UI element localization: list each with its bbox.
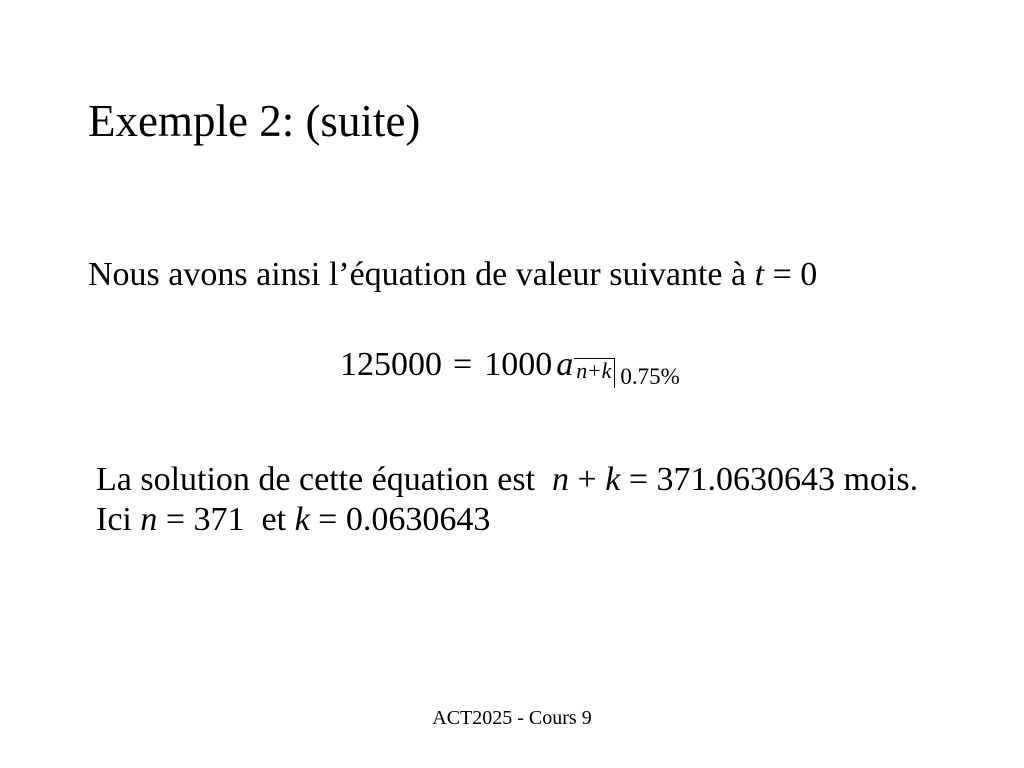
intro-rest: = 0	[764, 256, 818, 293]
subscript-n: n	[576, 358, 588, 383]
intro-variable-t: t	[754, 256, 765, 293]
subscript-plus: +	[588, 358, 601, 383]
annuity-subscript	[574, 358, 615, 388]
ici-k-value: = 0.0630643	[309, 501, 491, 538]
solution-text: La solution de cette équation est	[96, 461, 553, 498]
ici-text: Ici	[96, 501, 141, 538]
solution-variable-k: k	[605, 461, 621, 498]
slide-footer	[0, 708, 1024, 728]
ici-variable-n: n	[140, 501, 158, 538]
slide-title: Exemple 2: (suite)	[88, 96, 421, 146]
solution-line-1	[96, 463, 918, 497]
solution-line-2	[96, 503, 490, 537]
subscript-k: k	[601, 358, 612, 383]
footer-text: ACT2025 - Cours 9	[432, 707, 592, 729]
interest-rate: 0.75%	[620, 364, 680, 389]
solution-result: = 371.0630643 mois.	[620, 461, 919, 498]
solution-variable-n: n	[552, 461, 570, 498]
equation-lhs: 125000	[340, 346, 442, 383]
annuity-symbol: a	[556, 346, 574, 383]
intro-line	[88, 258, 817, 292]
value-equation	[340, 346, 680, 389]
equals-sign: =	[453, 346, 473, 383]
intro-text: Nous avons ainsi l’équation de valeur suivante à	[88, 256, 755, 293]
ici-variable-k: k	[294, 501, 310, 538]
ici-n-value: = 371 et	[157, 501, 295, 538]
solution-plus: +	[569, 461, 606, 498]
equation-coefficient: 1000	[484, 346, 553, 383]
slide-title-line	[88, 96, 421, 146]
